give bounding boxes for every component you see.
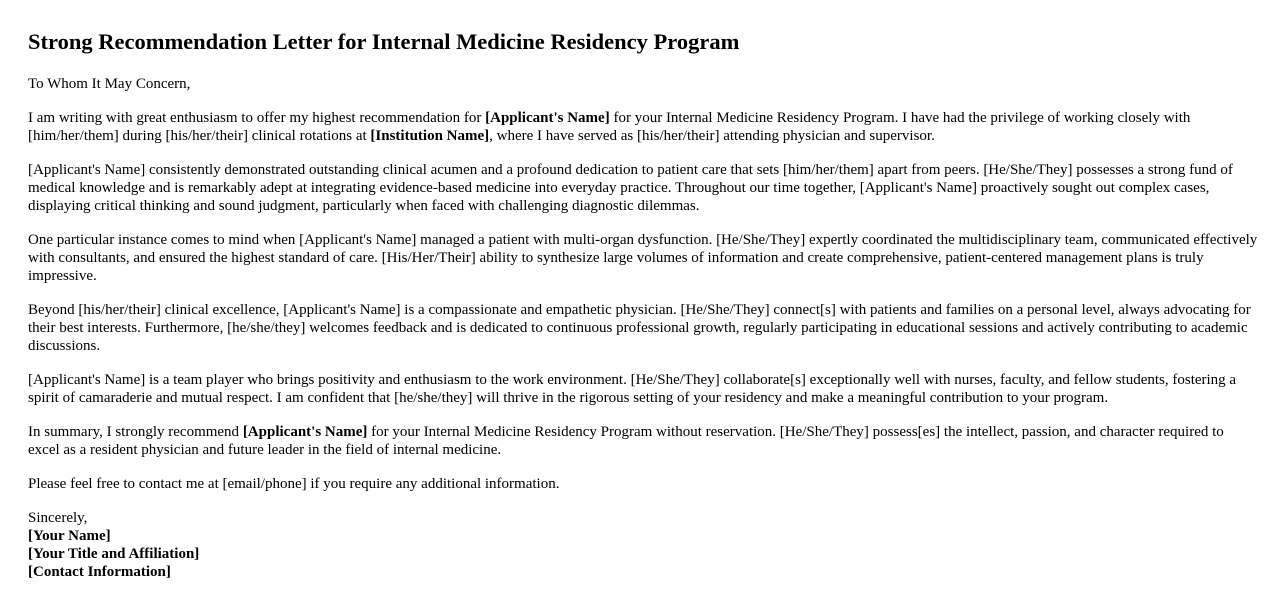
signer-name: [Your Name] xyxy=(28,528,111,544)
institution-name-bold: [Institution Name] xyxy=(370,128,490,144)
summary-text-a: In summary, I strongly recommend xyxy=(28,424,243,440)
signature-block xyxy=(28,509,1258,581)
intro-text-d: , where I have served as [his/her/their] attending physician and supervisor. xyxy=(489,128,935,144)
paragraph-compassion: Beyond [his/her/their] clinical excellence, [Applicant's Name] is a compassionate and empathetic physician. [He/She/They] connect[s] with patients and families on a personal level, always advocating for their best interests. Furthermore, [he/she/they] welcomes feedback and is dedicated to continuous professional growth, regularly participating in educational sessions and actively contributing to academic discussions. xyxy=(28,302,1251,354)
closing: Sincerely, xyxy=(28,510,88,526)
paragraph-instance: One particular instance comes to mind when [Applicant's Name] managed a patient with multi-organ dysfunction. [He/She/They] expertly coordinated the multidisciplinary team, communicated effectively with consultants, and ensured the highest standard of care. [His/Her/Their] ability to synthesize large volumes of information and create comprehensive, patient-centered management plans is truly impressive. xyxy=(28,232,1258,284)
paragraph-teamwork: [Applicant's Name] is a team player who brings positivity and enthusiasm to the work environment. [He/She/They] collaborate[s] exceptionally well with nurses, faculty, and fellow students, fostering a spirit of camaraderie and mutual respect. I am confident that [he/she/they] will thrive in the rigorous setting of your residency and make a meaningful contribution to your program. xyxy=(28,372,1237,406)
paragraph-summary xyxy=(28,423,1258,459)
letter-title: Strong Recommendation Letter for Internal Medicine Residency Program xyxy=(28,29,740,54)
paragraph-clinical-acumen: [Applicant's Name] consistently demonstrated outstanding clinical acumen and a profound dedication to patient care that sets [him/her/them] apart from peers. [He/She/They] possesses a strong fund of medical knowledge and is remarkably adept at integrating evidence-based medicine into everyday practice. Throughout our time together, [Applicant's Name] proactively sought out complex cases, displaying critical thinking and sound judgment, particularly when faced with challenging diagnostic dilemmas. xyxy=(28,162,1233,214)
applicant-name-bold: [Applicant's Name] xyxy=(485,110,610,126)
paragraph-intro xyxy=(28,109,1258,145)
signer-title-affiliation: [Your Title and Affiliation] xyxy=(28,546,200,562)
intro-text-a: I am writing with great enthusiasm to offer my highest recommendation for xyxy=(28,110,486,126)
summary-applicant-name-bold: [Applicant's Name] xyxy=(242,424,368,440)
signer-contact: [Contact Information] xyxy=(28,564,171,580)
paragraph-contact: Please feel free to contact me at [email/phone] if you require any additional information. xyxy=(28,476,560,492)
intro-text-c: for your Internal Medicine Residency Program. I have had the privilege of working closely with [him/her/them] during [his/her/their] clinical rotations at xyxy=(28,110,1191,144)
greeting: To Whom It May Concern, xyxy=(28,76,191,92)
summary-text-c: for your Internal Medicine Residency Program without reservation. [He/She/They] possess[es] the intellect, passion, and character required to excel as a resident physician and future leader in the field of internal medicine. xyxy=(28,424,1224,458)
